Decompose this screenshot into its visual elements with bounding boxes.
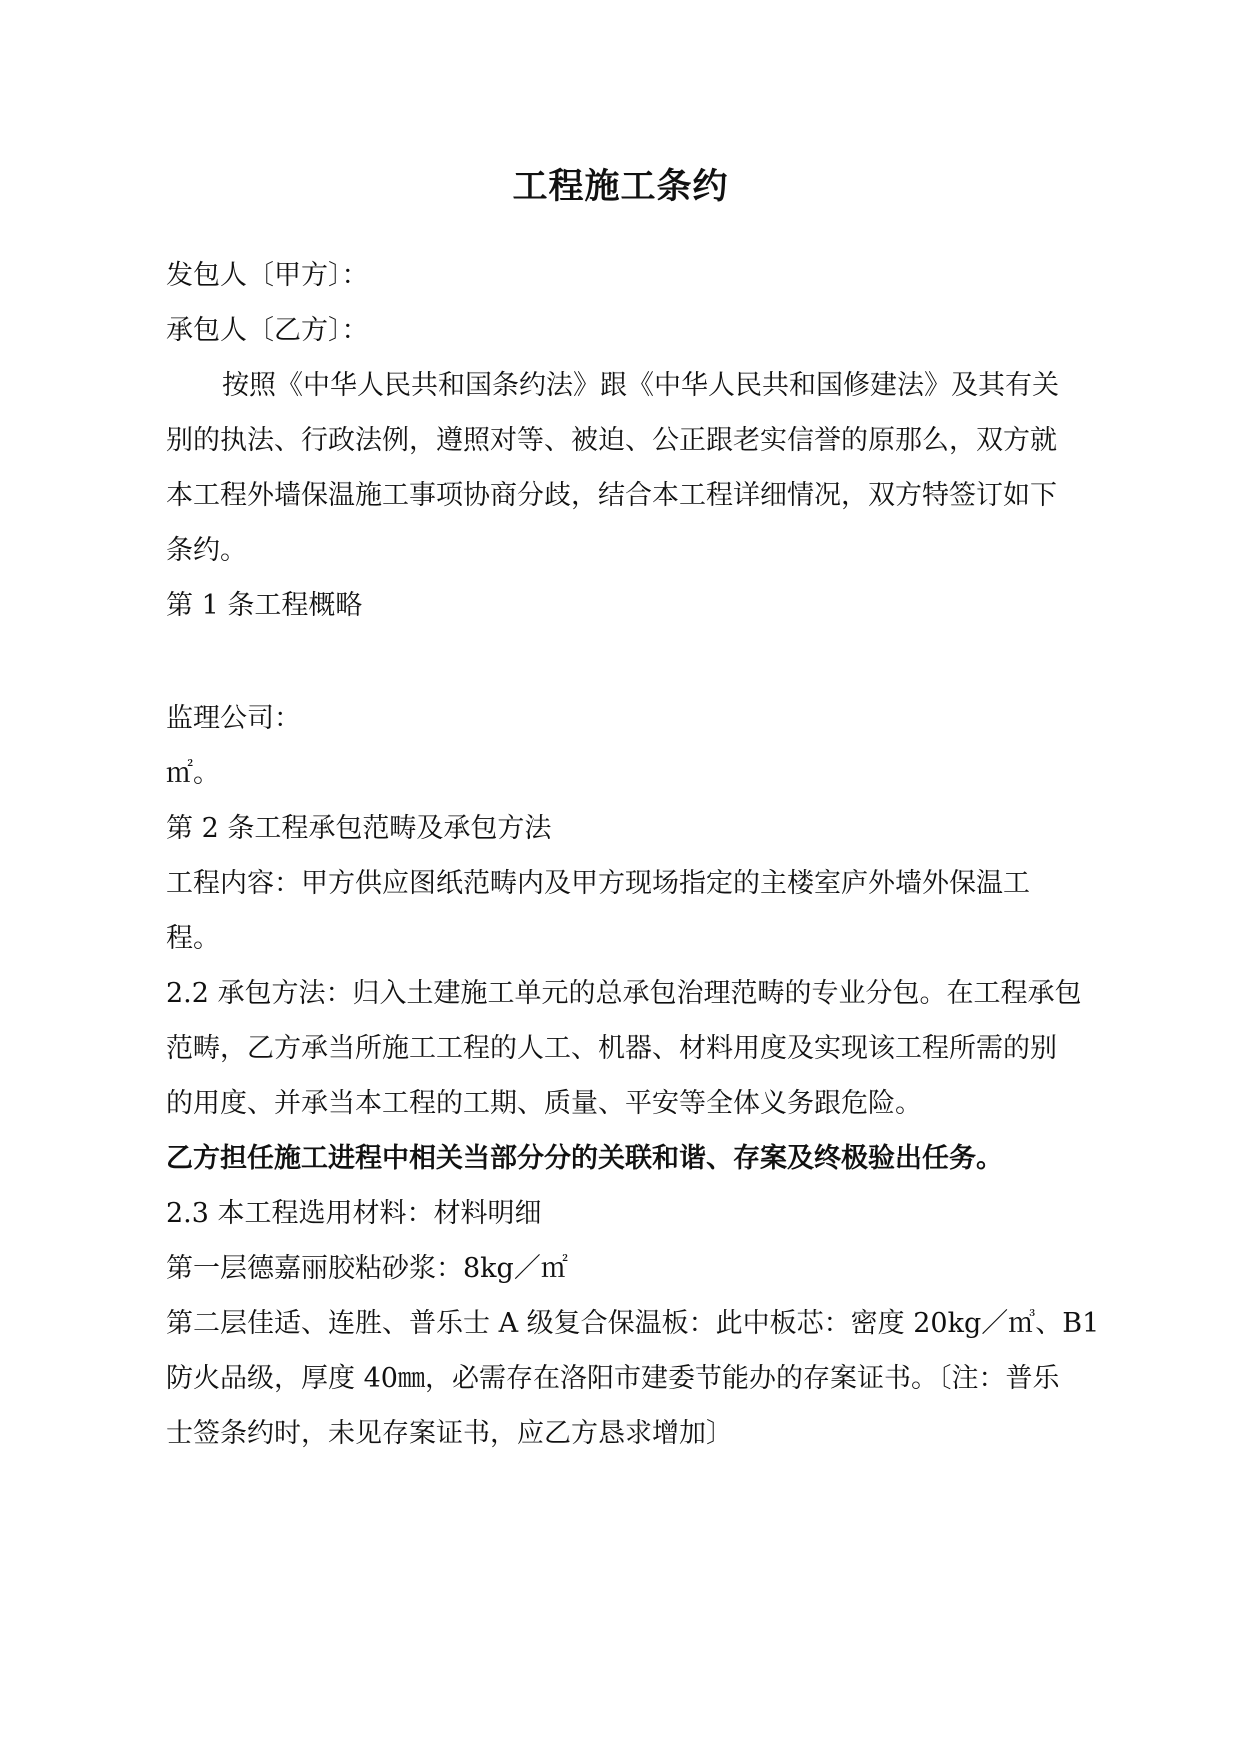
contract-method-line-2: 范畴，乙方承当所施工工程的人工、机器、材料用度及实现该工程所需的别 <box>166 1033 1057 1064</box>
area-unit-line: ㎡。 <box>166 758 220 789</box>
preamble-line-2: 别的执法、行政法例，遵照对等、被迫、公正跟老实信誉的原那么，双方就 <box>166 425 1057 456</box>
article-2-heading: 第 2 条工程承包范畴及承包方法 <box>166 813 552 844</box>
preamble-line-4: 条约。 <box>166 535 247 566</box>
material-layer-2-line-2: 防火品级，厚度 40㎜，必需存在洛阳市建委节能办的存案证书。〔注：普乐 <box>166 1363 1060 1394</box>
document-title: 工程施工条约 <box>512 166 729 207</box>
materials-heading: 2.3 本工程选用材料：材料明细 <box>166 1198 542 1229</box>
preamble-line-3: 本工程外墙保温施工事项协商分歧，结合本工程详细情况，双方特签订如下 <box>166 480 1057 511</box>
supervisor-company-line: 监理公司： <box>166 703 301 734</box>
scope-line-2: 程。 <box>166 923 220 954</box>
preamble-line-1: 按照《中华人民共和国条约法》跟《中华人民共和国修建法》及其有关 <box>222 370 1059 401</box>
material-layer-1: 第一层德嘉丽胶粘砂浆：8kg／㎡ <box>166 1253 568 1284</box>
scope-line-1: 工程内容：甲方供应图纸范畴内及甲方现场指定的主楼室庐外墙外保温工 <box>166 868 1030 899</box>
material-layer-2-line-1: 第二层佳适、连胜、普乐士 A 级复合保温板：此中板芯：密度 20kg／㎥、B1 <box>166 1308 1100 1339</box>
contract-method-line-3: 的用度、并承当本工程的工期、质量、平安等全体义务跟危险。 <box>166 1088 922 1119</box>
party-b-line: 承包人〔乙方〕： <box>166 315 369 346</box>
article-1-heading: 第 1 条工程概略 <box>166 590 363 621</box>
contract-method-line-1: 2.2 承包方法：归入土建施工单元的总承包治理范畴的专业分包。在工程承包 <box>166 978 1082 1009</box>
party-a-line: 发包人〔甲方〕： <box>166 260 369 291</box>
responsibility-line: 乙方担任施工进程中相关当部分分的关联和谐、存案及终极验出任务。 <box>166 1143 1003 1174</box>
material-layer-2-line-3: 士签条约时，未见存案证书，应乙方恳求增加〕 <box>166 1418 733 1449</box>
